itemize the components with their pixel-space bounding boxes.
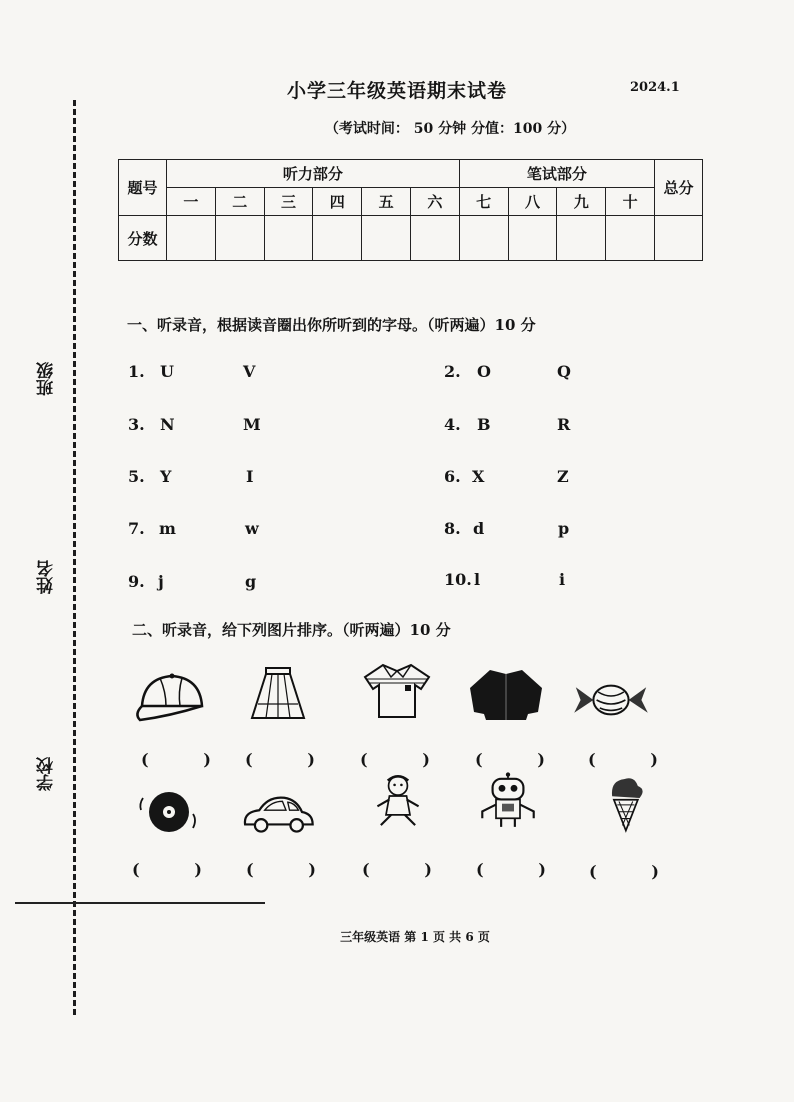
cd-icon	[133, 782, 213, 842]
robot-icon	[468, 772, 548, 832]
score-cell[interactable]	[362, 216, 411, 261]
letter-option[interactable]: Y	[160, 467, 172, 486]
letter-option[interactable]: Q	[557, 362, 571, 381]
score-cell[interactable]	[606, 216, 655, 261]
item-number: 6.	[444, 467, 461, 486]
letter-option[interactable]: j	[158, 572, 164, 591]
total-score-header: 总分	[655, 160, 703, 216]
order-blank[interactable]: ( )	[475, 750, 545, 769]
class-label: 班级	[37, 362, 57, 396]
score-cell[interactable]	[215, 216, 264, 261]
question-num-1: 一	[167, 188, 216, 216]
name-label: 姓名	[37, 560, 57, 594]
shirt-icon	[357, 659, 437, 719]
letter-option[interactable]: Z	[557, 467, 569, 486]
item-number: 5.	[128, 467, 145, 486]
item-number: 1.	[128, 362, 145, 381]
letter-option[interactable]: U	[160, 362, 174, 381]
score-cell[interactable]	[313, 216, 362, 261]
total-score-cell[interactable]	[655, 216, 703, 261]
order-blank[interactable]: ( )	[246, 860, 316, 879]
question-num-3: 三	[264, 188, 313, 216]
letter-option[interactable]: X	[472, 467, 485, 486]
order-blank[interactable]: ( )	[141, 750, 211, 769]
order-blank[interactable]: ( )	[362, 860, 432, 879]
question-num-10: 十	[606, 188, 655, 216]
item-number: 9.	[128, 572, 145, 591]
binding-dashed-line	[73, 100, 76, 1015]
item-number: 10.	[444, 570, 472, 589]
score-cell[interactable]	[557, 216, 606, 261]
letter-option[interactable]: w	[245, 519, 259, 538]
question-num-4: 四	[313, 188, 362, 216]
order-blank[interactable]: ( )	[476, 860, 546, 879]
item-number: 4.	[444, 415, 461, 434]
candy-icon	[571, 670, 651, 730]
item-number: 7.	[128, 519, 145, 538]
letter-option[interactable]: V	[243, 362, 256, 381]
page-title: 小学三年级英语期末试卷	[286, 80, 507, 102]
question-num-5: 五	[362, 188, 411, 216]
score-cell[interactable]	[264, 216, 313, 261]
question-num-7: 七	[459, 188, 508, 216]
question-num-6: 六	[410, 188, 459, 216]
score-cell[interactable]	[410, 216, 459, 261]
order-blank[interactable]: ( )	[589, 862, 659, 881]
question-number-header: 题号	[119, 160, 167, 216]
question-num-9: 九	[557, 188, 606, 216]
order-blank[interactable]: ( )	[588, 750, 658, 769]
skirt-icon	[238, 664, 318, 724]
page-footer: 三年级英语 第 1 页 共 6 页	[340, 930, 490, 944]
ice-cream-icon	[585, 774, 665, 834]
letter-option[interactable]: l	[474, 570, 481, 589]
doll-icon	[358, 772, 438, 832]
question-num-8: 八	[508, 188, 557, 216]
order-blank[interactable]: ( )	[245, 750, 315, 769]
letter-option[interactable]: d	[473, 519, 485, 538]
cap-icon	[130, 666, 210, 726]
jacket-icon	[466, 664, 546, 724]
score-row-label: 分数	[119, 216, 167, 261]
section1-title: 一、听录音，根据读音圈出你所听到的字母。（听两遍）10 分	[127, 316, 536, 334]
letter-option[interactable]: m	[159, 519, 176, 538]
letter-option[interactable]: N	[160, 415, 175, 434]
letter-option[interactable]: R	[557, 415, 571, 434]
section2-title: 二、听录音，给下列图片排序。（听两遍）10 分	[132, 621, 451, 639]
letter-option[interactable]: i	[559, 570, 566, 589]
item-number: 2.	[444, 362, 461, 381]
school-label: 学校	[37, 757, 57, 791]
exam-subtitle: （考试时间： 50 分钟 分值：100 分）	[324, 121, 576, 137]
exam-date: 2024.1	[630, 80, 680, 95]
car-icon	[238, 782, 318, 842]
letter-option[interactable]: p	[558, 519, 570, 538]
writing-part-header: 笔试部分	[459, 160, 654, 188]
score-cell[interactable]	[167, 216, 216, 261]
order-blank[interactable]: ( )	[132, 860, 202, 879]
letter-option[interactable]: B	[477, 415, 491, 434]
item-number: 8.	[444, 519, 461, 538]
letter-option[interactable]: M	[243, 415, 261, 434]
listening-part-header: 听力部分	[167, 160, 460, 188]
letter-option[interactable]: I	[246, 467, 254, 486]
item-number: 3.	[128, 415, 145, 434]
letter-option[interactable]: g	[245, 572, 257, 591]
score-cell[interactable]	[508, 216, 557, 261]
score-table	[118, 159, 703, 261]
letter-option[interactable]: O	[477, 362, 491, 381]
order-blank[interactable]: ( )	[360, 750, 430, 769]
question-num-2: 二	[215, 188, 264, 216]
score-cell[interactable]	[459, 216, 508, 261]
cut-line	[15, 902, 265, 904]
